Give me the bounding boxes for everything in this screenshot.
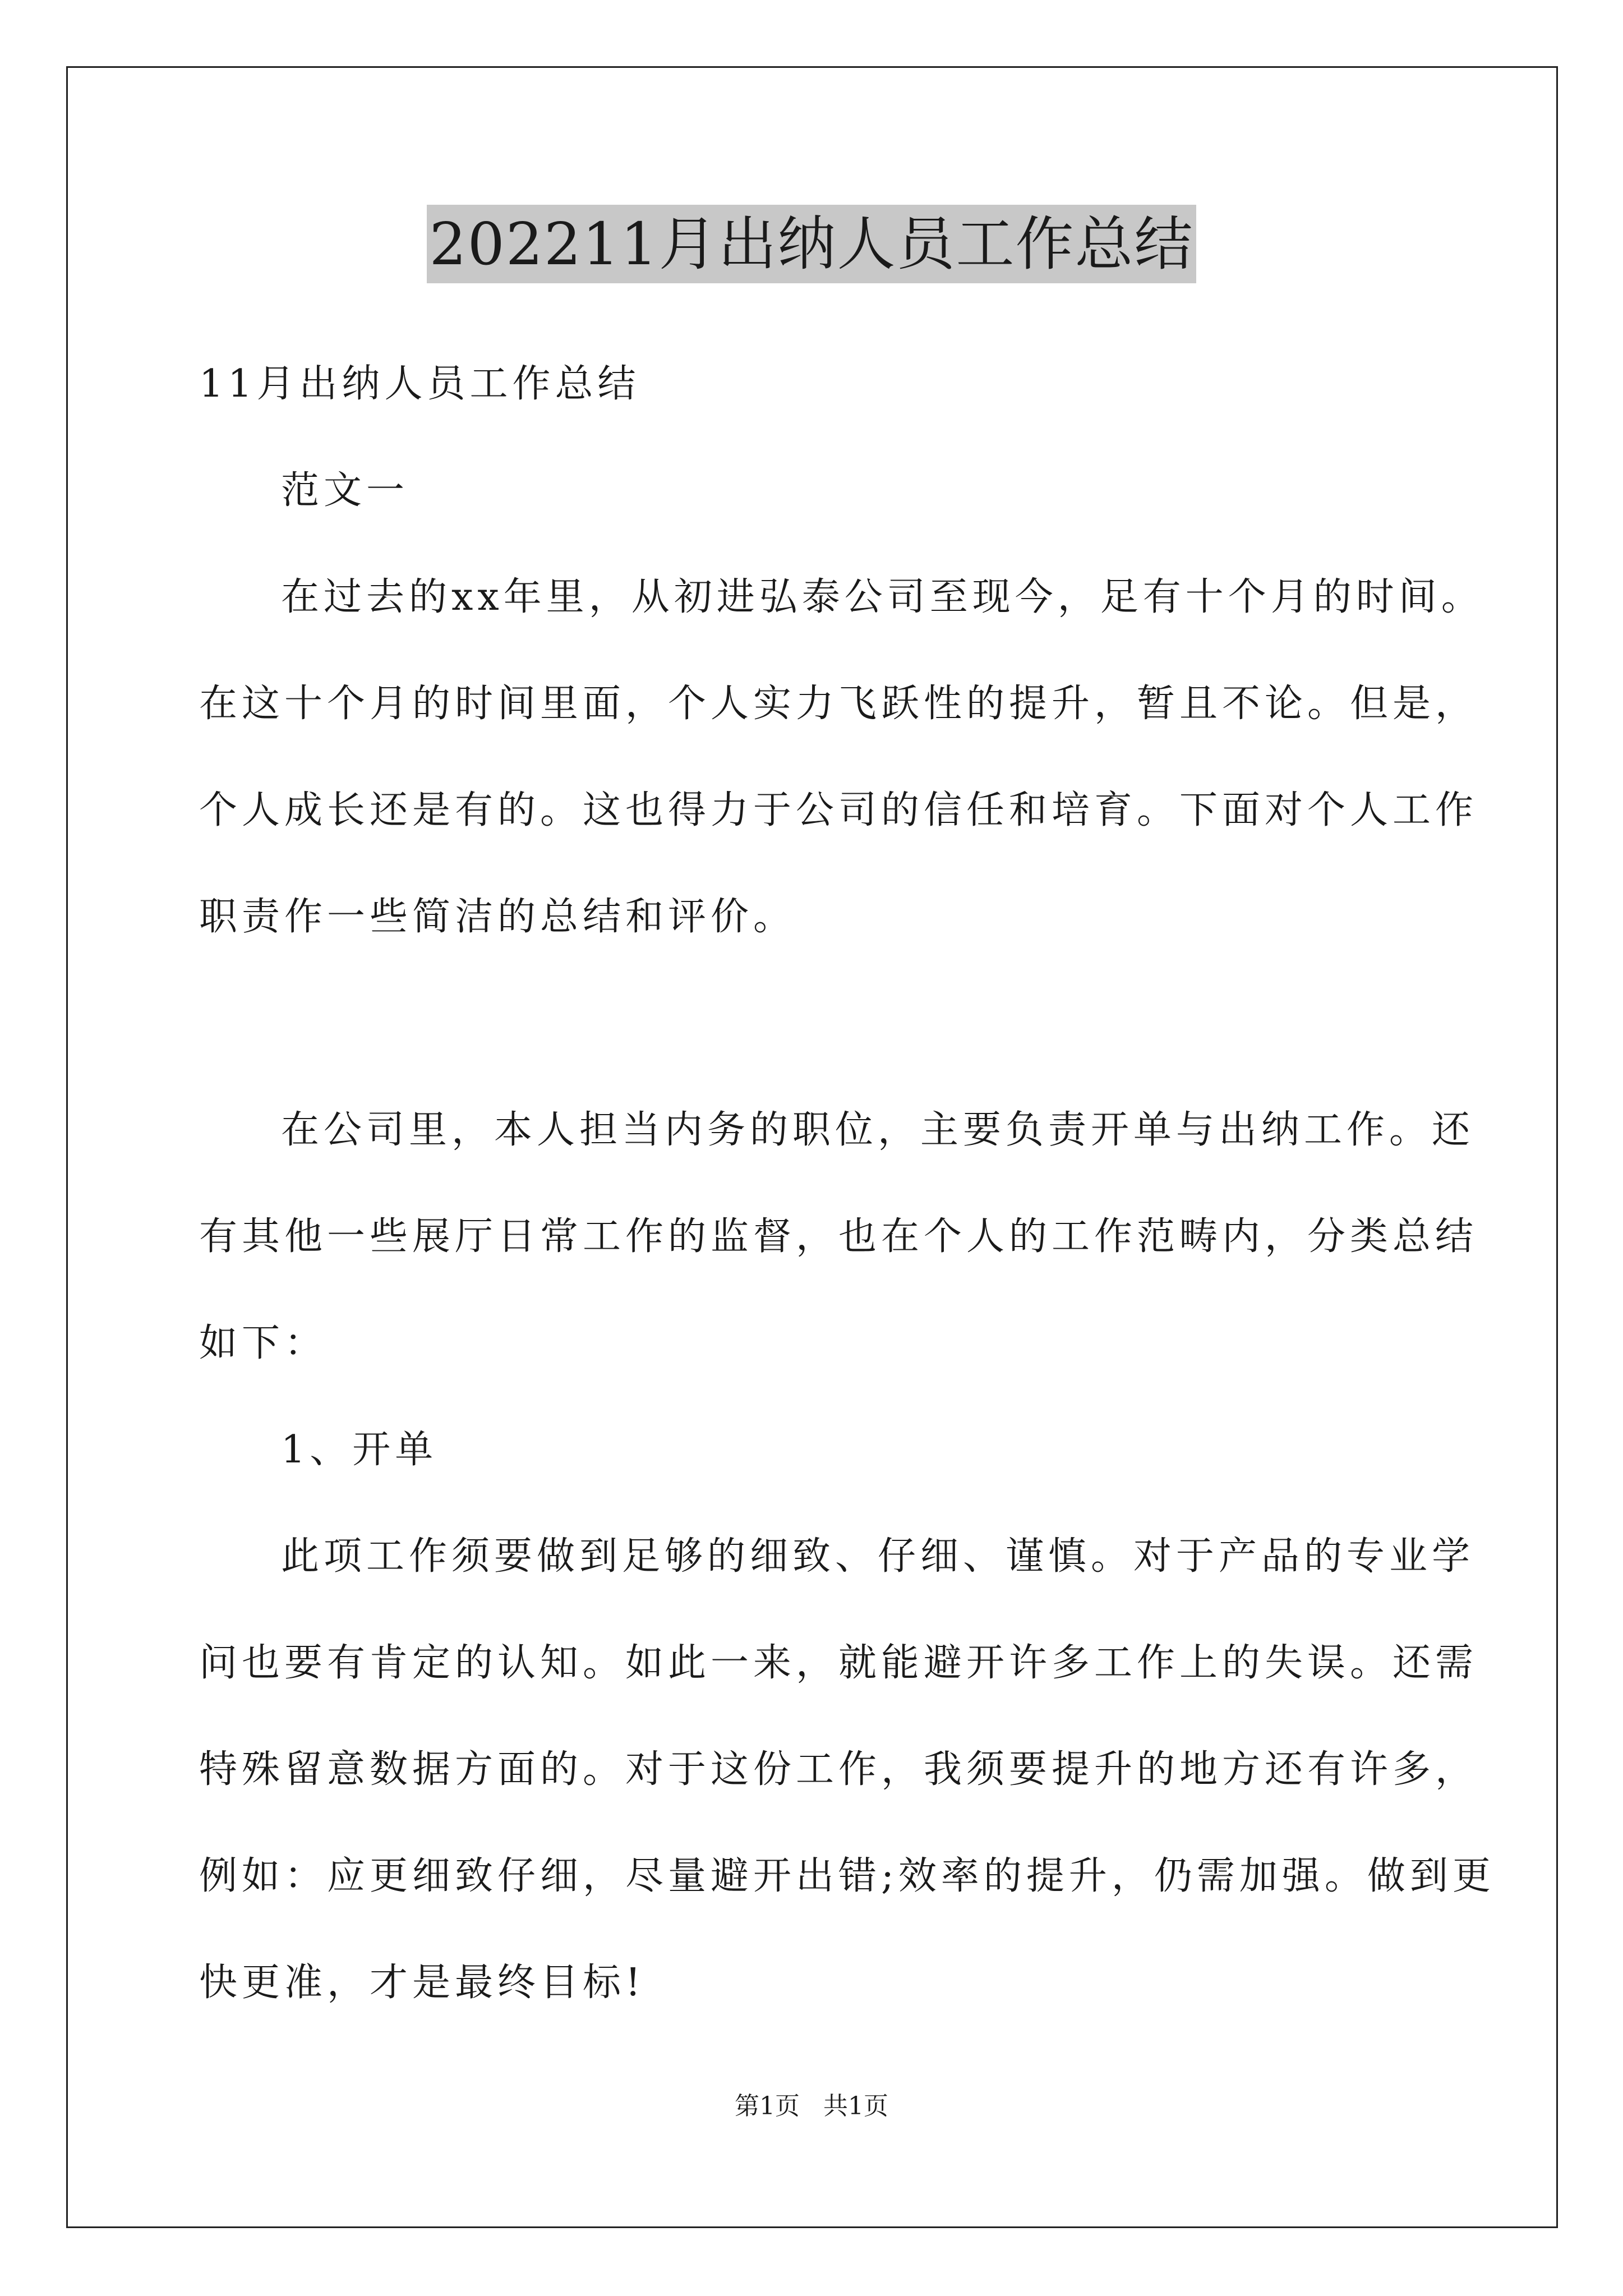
paragraph-1-line-2: 在这十个月的时间里面，个人实力飞跃性的提升，暂且不论。但是， [199, 682, 1478, 726]
section-label: 范文一 [281, 468, 409, 513]
paragraph-gap [199, 987, 1433, 1094]
paragraph-3-line-5: 快更准，才是最终目标! [199, 1961, 645, 2005]
paragraph-2-line-2: 有其他一些展厅日常工作的监督，也在个人的工作范畴内，分类总结 [199, 1214, 1478, 1259]
paragraph-2-line-1: 在公司里，本人担当内务的职位，主要负责开单与出纳工作。还 [281, 1108, 1475, 1152]
document-subtitle: 11月出纳人员工作总结 [199, 362, 640, 406]
paragraph-1-line-4: 职责作一些简洁的总结和评价。 [199, 895, 796, 939]
item-1-heading: 1、开单 [281, 1428, 438, 1472]
title-container [0, 205, 1623, 283]
paragraph-1-line-1: 在过去的xx年里，从初进弘泰公司至现今，足有十个月的时间。 [281, 575, 1484, 619]
paragraph-3-line-1: 此项工作须要做到足够的细致、仔细、谨慎。对于产品的专业学 [281, 1534, 1475, 1579]
paragraph-3-line-4: 例如：应更细致仔细，尽量避开出错;效率的提升，仍需加强。做到更 [199, 1854, 1495, 1898]
document-title: 202211月出纳人员工作总结 [427, 205, 1196, 283]
document-body [199, 348, 1495, 2053]
page-number-footer: 第1页 共1页 [735, 2092, 888, 2120]
paragraph-3-line-2: 问也要有肯定的认知。如此一来，就能避开许多工作上的失误。还需 [199, 1641, 1478, 1685]
paragraph-2-line-3: 如下： [199, 1321, 328, 1365]
paragraph-3-line-3: 特殊留意数据方面的。对于这份工作，我须要提升的地方还有许多， [199, 1747, 1478, 1792]
paragraph-1-line-3: 个人成长还是有的。这也得力于公司的信任和培育。下面对个人工作 [199, 788, 1478, 832]
